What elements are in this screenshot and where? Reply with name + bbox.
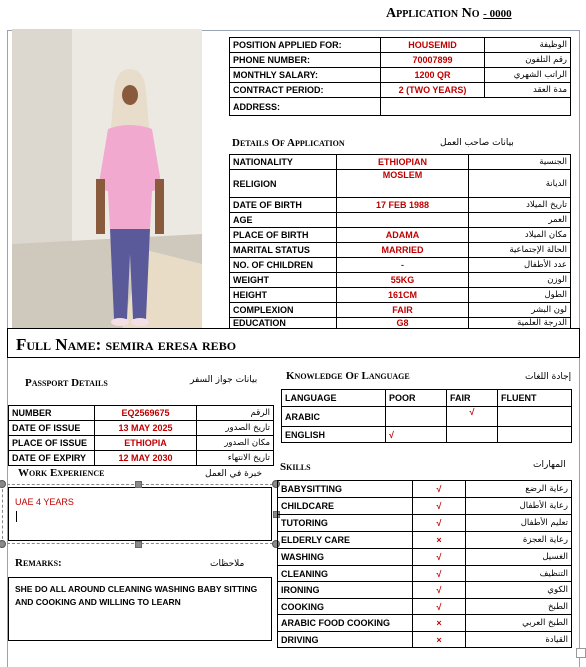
application-number-header bbox=[386, 5, 512, 22]
language-heading-ar: إجادة اللغات bbox=[525, 372, 572, 382]
table-row: IRONING √ الكوي bbox=[278, 582, 572, 599]
language-table bbox=[281, 389, 572, 443]
passport-heading: Passport Details bbox=[25, 377, 108, 389]
table-row: NUMBER EQ2569675 الرقم bbox=[9, 406, 274, 421]
table-row: ARABIC FOOD COOKING × الطبخ العربي bbox=[278, 615, 572, 632]
table-row: ADDRESS: bbox=[230, 98, 571, 116]
remarks-box bbox=[8, 577, 272, 641]
selection-frame bbox=[2, 484, 278, 544]
table-row: AGE العمر bbox=[230, 213, 571, 228]
table-row: BABYSITTING √ رعاية الرضع bbox=[278, 481, 572, 498]
table-row: CHILDCARE √ رعاية الأطفال bbox=[278, 498, 572, 515]
resize-handle-bottom-left[interactable] bbox=[0, 540, 6, 548]
full-name-box bbox=[7, 328, 580, 358]
application-details-table bbox=[229, 154, 571, 329]
work-experience-text: UAE 4 YEARS bbox=[15, 497, 74, 507]
table-row: NO. OF CHILDREN - عدد الأطفال bbox=[230, 258, 571, 273]
table-row: PLACE OF BIRTH ADAMA مكان الميلاد bbox=[230, 228, 571, 243]
table-row: DATE OF BIRTH 17 FEB 1988 تاريخ الميلاد bbox=[230, 198, 571, 213]
table-row: RELIGION MOSLEM الديانة bbox=[230, 170, 571, 198]
table-row: DATE OF EXPIRY 12 MAY 2030 تاريخ الانتهاء bbox=[9, 451, 274, 466]
table-row: NATIONALITY ETHIOPIAN الجنسية bbox=[230, 155, 571, 170]
table-row: WEIGHT 55KG الوزن bbox=[230, 273, 571, 288]
table-row: COOKING √ الطبخ bbox=[278, 599, 572, 615]
remarks-heading: Remarks: bbox=[15, 557, 62, 569]
skills-heading: Skills bbox=[280, 461, 311, 473]
table-row: MARITAL STATUS MARRIED الحالة الإجتماعية bbox=[230, 243, 571, 258]
table-row: HEIGHT 161CM الطول bbox=[230, 288, 571, 303]
application-details-heading-ar: بيانات صاحب العمل bbox=[440, 138, 514, 148]
table-row: PHONE NUMBER: 70007899 رقم التلفون bbox=[230, 53, 571, 68]
table-row: MONTHLY SALARY: 1200 QR الراتب الشهري bbox=[230, 68, 571, 83]
skills-table bbox=[277, 480, 572, 648]
table-row: POSITION APPLIED FOR: HOUSEMID الوظيفة bbox=[230, 38, 571, 53]
resize-handle-bottom-center[interactable] bbox=[135, 541, 142, 548]
table-row: WASHING √ الغسيل bbox=[278, 549, 572, 566]
work-experience-heading-ar: خبرة في العمل bbox=[205, 469, 263, 479]
work-experience-heading: Work Experience bbox=[18, 467, 105, 479]
table-row: LANGUAGE POOR FAIR FLUENT bbox=[282, 390, 572, 407]
table-row: CLEANING √ التنظيف bbox=[278, 566, 572, 582]
remarks-text: SHE DO ALL AROUND CLEANING WASHING BABY SITTING AND COOKING AND WILLING TO LEARN bbox=[15, 584, 258, 607]
application-title: Application No bbox=[386, 6, 480, 21]
table-row: CONTRACT PERIOD: 2 (TWO YEARS) مدة العقد bbox=[230, 83, 571, 98]
top-details-table bbox=[229, 37, 571, 116]
layout-options-icon[interactable] bbox=[576, 648, 586, 658]
table-row: EDUCATION G8 الدرجة العلمية bbox=[230, 318, 571, 329]
remarks-heading-ar: ملاحظات bbox=[210, 559, 245, 569]
resize-handle-top-center[interactable] bbox=[135, 481, 142, 488]
application-details-heading: Details Of Application bbox=[232, 137, 345, 149]
application-number: - 0000 bbox=[483, 8, 512, 20]
table-row: ELDERLY CARE × رعاية العجزة bbox=[278, 532, 572, 549]
full-name-label: Full Name: bbox=[16, 335, 102, 354]
table-row: PLACE OF ISSUE ETHIOPIA مكان الصدور bbox=[9, 436, 274, 451]
applicant-photo bbox=[12, 29, 202, 330]
skills-heading-ar: المهارات bbox=[533, 460, 566, 470]
table-row: DATE OF ISSUE 13 MAY 2025 تاريخ الصدور bbox=[9, 421, 274, 436]
table-row: ENGLISH √ bbox=[282, 427, 572, 443]
table-row: DRIVING × القيادة bbox=[278, 632, 572, 648]
full-name-value: semira eresa rebo bbox=[105, 335, 237, 354]
passport-table bbox=[8, 405, 274, 466]
applicant-photo-image bbox=[12, 29, 202, 330]
table-row: TUTORING √ تعليم الأطفال bbox=[278, 515, 572, 532]
table-row: COMPLEXION FAIR لون البشر bbox=[230, 303, 571, 318]
passport-heading-ar: بيانات جواز السفر bbox=[190, 375, 258, 385]
language-heading: Knowledge Of Language bbox=[286, 370, 410, 382]
table-row: ARABIC √ bbox=[282, 407, 572, 427]
